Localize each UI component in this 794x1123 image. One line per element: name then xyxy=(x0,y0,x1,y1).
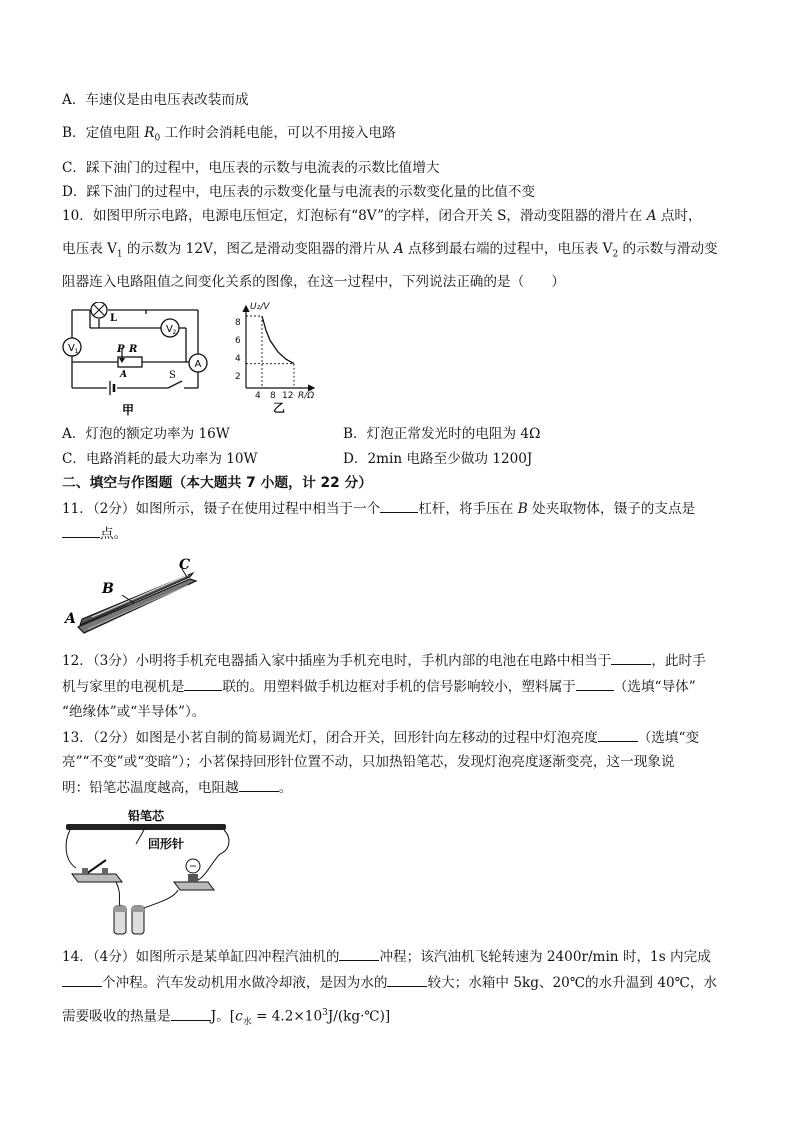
svg-text:V: V xyxy=(166,324,173,335)
q10-option-d: D．2min 电路至少做功 1200J xyxy=(343,451,533,467)
label-S: S xyxy=(169,370,176,381)
xtick-4: 4 xyxy=(255,391,261,401)
q10-option-b: B．灯泡正常发光时的电阻为 4Ω xyxy=(343,426,541,442)
y-axis-label: U₂/V xyxy=(250,302,270,312)
caption-jia: 甲 xyxy=(122,403,135,417)
q10-stem-line2: 电压表 $V_1$ 的示数为 12V，图乙是滑动变阻器的滑片从 A 点移到最右端的过程中，电压表 $V_2$ 的示数与滑动变 xyxy=(62,241,718,260)
q9-option-b: B．定值电阻 $R_0$ 工作时会消耗电能，可以不用接入电路 xyxy=(62,125,396,144)
tweezers-label-B: B xyxy=(102,581,114,597)
ytick-2: 2 xyxy=(235,372,241,382)
q14-blank-4[interactable] xyxy=(171,1007,211,1021)
svg-text:V: V xyxy=(68,343,75,354)
q9-option-a: A．车速仪是由电压表改装而成 xyxy=(62,92,249,108)
q9-option-d: D．踩下油门的过程中，电压表的示数变化量与电流表的示数变化量的比值不变 xyxy=(62,184,536,200)
q10-stem-line1: 10．如图甲所示电路，电源电压恒定，灯泡标有“8V”的字样，闭合开关 S，滑动变阻器的滑片在 A 点时， xyxy=(62,208,702,224)
q11-line2: 点。 xyxy=(62,524,127,543)
svg-text:2: 2 xyxy=(172,329,177,336)
tweezers-label-A: A xyxy=(65,611,76,627)
lamp-holder-icon xyxy=(174,882,214,890)
q12-blank-1[interactable] xyxy=(611,651,651,665)
q12-line3: “绝缘体”或“半导体”）。 xyxy=(62,704,206,720)
q11-blank-2[interactable] xyxy=(62,524,100,538)
caption-yi: 乙 xyxy=(273,401,286,415)
label-R: R xyxy=(129,344,138,355)
q10-option-a: A．灯泡的额定功率为 16W xyxy=(62,426,230,442)
label-L: L xyxy=(110,313,118,324)
q10-stem-line3: 阻器连入电路阻值之间变化关系的图像，在这一过程中，下列说法正确的是（ ） xyxy=(62,274,565,290)
q12-line1: 12．（3分）小明将手机充电器插入家中插座为手机充电时，手机内部的电池在电路中相当于 ，此时手 xyxy=(62,653,706,669)
voltmeter-v2-icon xyxy=(161,319,179,337)
xtick-12: 12 xyxy=(282,391,294,401)
voltmeter-v1-icon xyxy=(63,338,81,356)
ytick-8: 8 xyxy=(235,318,241,328)
q9-option-c: C．踩下油门的过程中，电压表的示数与电流表的示数比值增大 xyxy=(62,160,440,176)
q12-blank-3[interactable] xyxy=(576,677,614,691)
q13-line2: 亮”“不变”或“变暗”）；小茗保持回形针位置不动，只加热铅笔芯，发现灯泡亮度逐渐变亮，这一现象说 xyxy=(62,754,675,770)
ytick-4: 4 xyxy=(235,354,241,364)
q14-blank-3[interactable] xyxy=(387,973,427,987)
q14-line3: 需要吸收的热量是 J。[$c_水$ = $4.2\times 10^3J/(kg\cdot℃)$] xyxy=(62,1008,391,1028)
q14-blank-2[interactable] xyxy=(62,973,102,987)
q13-line3: 明：铅笔芯温度越高，电阻越 。 xyxy=(62,780,293,796)
q13-line1: 13．（2分）如图是小茗自制的简易调光灯，闭合开关，回形针向左移动的过程中灯泡亮度 （选填“变 xyxy=(62,730,700,746)
q11-line1: 11．（2分）如图所示，镊子在使用过程中相当于一个 杠杆，将手压在 B 处夹取物体，镊子的支点是 xyxy=(62,501,696,517)
dimmer-lamp-figure xyxy=(62,802,237,942)
graph-curve xyxy=(262,316,294,364)
q13-blank-1[interactable] xyxy=(598,728,638,742)
section-heading: 二、填空与作图题（本大题共 7 小题，计 22 分） xyxy=(62,475,373,491)
q12-line2: 机与家里的电视机是 联的。用塑料做手机边框对手机的信号影响较小，塑料属于 （选填“导体” xyxy=(62,679,696,695)
pencil-lead-label: 铅笔芯 xyxy=(128,809,165,823)
x-axis-label: R/Ω xyxy=(298,391,315,401)
lamp-icon xyxy=(91,302,107,318)
q10-option-c: C．电路消耗的最大功率为 10W xyxy=(62,451,258,467)
tweezers-label-C: C xyxy=(179,557,191,573)
tweezers-figure xyxy=(62,555,212,645)
q10-circuit-diagram xyxy=(60,302,210,420)
pencil-lead xyxy=(66,824,226,830)
paperclip-label: 回形针 xyxy=(148,837,185,851)
xtick-8: 8 xyxy=(270,391,276,401)
ytick-6: 6 xyxy=(235,336,241,346)
svg-text:1: 1 xyxy=(74,348,79,355)
ammeter-icon xyxy=(189,354,207,372)
label-A-point: A xyxy=(120,370,127,380)
q12-blank-2[interactable] xyxy=(184,677,222,691)
q14-line2: 个冲程。汽车发动机用水做冷却液，是因为水的 较大；水箱中 5kg、20℃的水升温到 40℃，水 xyxy=(62,973,717,992)
q14-line1: 14．（4分）如图所示是某单缸四冲程汽油机的 冲程；该汽油机飞轮转速为 2400r/min 时，1s 内完成 xyxy=(62,949,711,965)
switch-icon xyxy=(72,874,122,882)
q11-blank-1[interactable] xyxy=(380,499,418,513)
q10-graph xyxy=(226,300,331,418)
q14-blank-1[interactable] xyxy=(339,947,379,961)
label-P: P xyxy=(117,344,125,355)
q13-blank-2[interactable] xyxy=(239,778,279,792)
svg-text:A: A xyxy=(194,359,202,370)
